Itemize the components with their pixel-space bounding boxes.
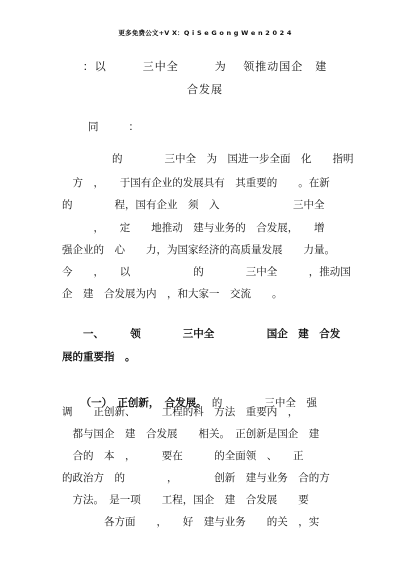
paragraph-line: 强企业的 心 力，为国家经济的高质量发展 力量。 xyxy=(62,244,335,256)
header-note: 更多免费公文+V X：Q i S e G o n g W e n 2 0 2 4 xyxy=(118,29,292,37)
subsection-text: 的 三中全 强 xyxy=(201,397,317,409)
paragraph-line: ， 定 地推动 建与业务的 合发展， 增 xyxy=(62,222,325,234)
paragraph-line: 合的 本 ， 要在 的全面领 、 正 xyxy=(62,450,304,462)
paragraph-line: 的 程，国有企业 须 入 三中全 xyxy=(62,199,325,211)
paragraph-line: 企 建 合发展为内 ，和大家一 交流 。 xyxy=(62,288,283,300)
paragraph-line: 调 正创新、 工程的科 方法 重要内 ， xyxy=(62,406,299,418)
document-title-line-2: 合发展 xyxy=(187,83,223,96)
greeting: 同 ： xyxy=(88,121,142,133)
paragraph-line: 今 ， 以 的 三中全 ，推动国 xyxy=(62,266,351,278)
paragraph-line: 方 ， 于国有企业的发展具有 其重要的 。在新 xyxy=(62,177,330,189)
subsection-heading: （一） 正创新， 合发展。 xyxy=(75,397,202,409)
paragraph-line: 各方面 ， 好 建与业务 的关 ，实 xyxy=(62,516,320,528)
section-heading-line-2: 展的重要指 。 xyxy=(62,351,136,363)
paragraph-line: 的政治方 的 ， 创新 建与业务 合的方 xyxy=(62,472,330,484)
paragraph-line: 都与国企 建 合发展 相关。 正创新是国企 建 xyxy=(62,428,320,440)
paragraph-line: 方法。 是一项 工程，国企 建 合发展 要 xyxy=(62,494,309,506)
document-title-line-1: ：以 三中全 为 领推动国企 建 xyxy=(82,60,328,73)
paragraph-line: 的 三中全 为 国进一步全面 化 指明 xyxy=(70,153,354,165)
section-heading-line-1: 一、 领 三中全 国企 建 合发 xyxy=(62,328,341,340)
